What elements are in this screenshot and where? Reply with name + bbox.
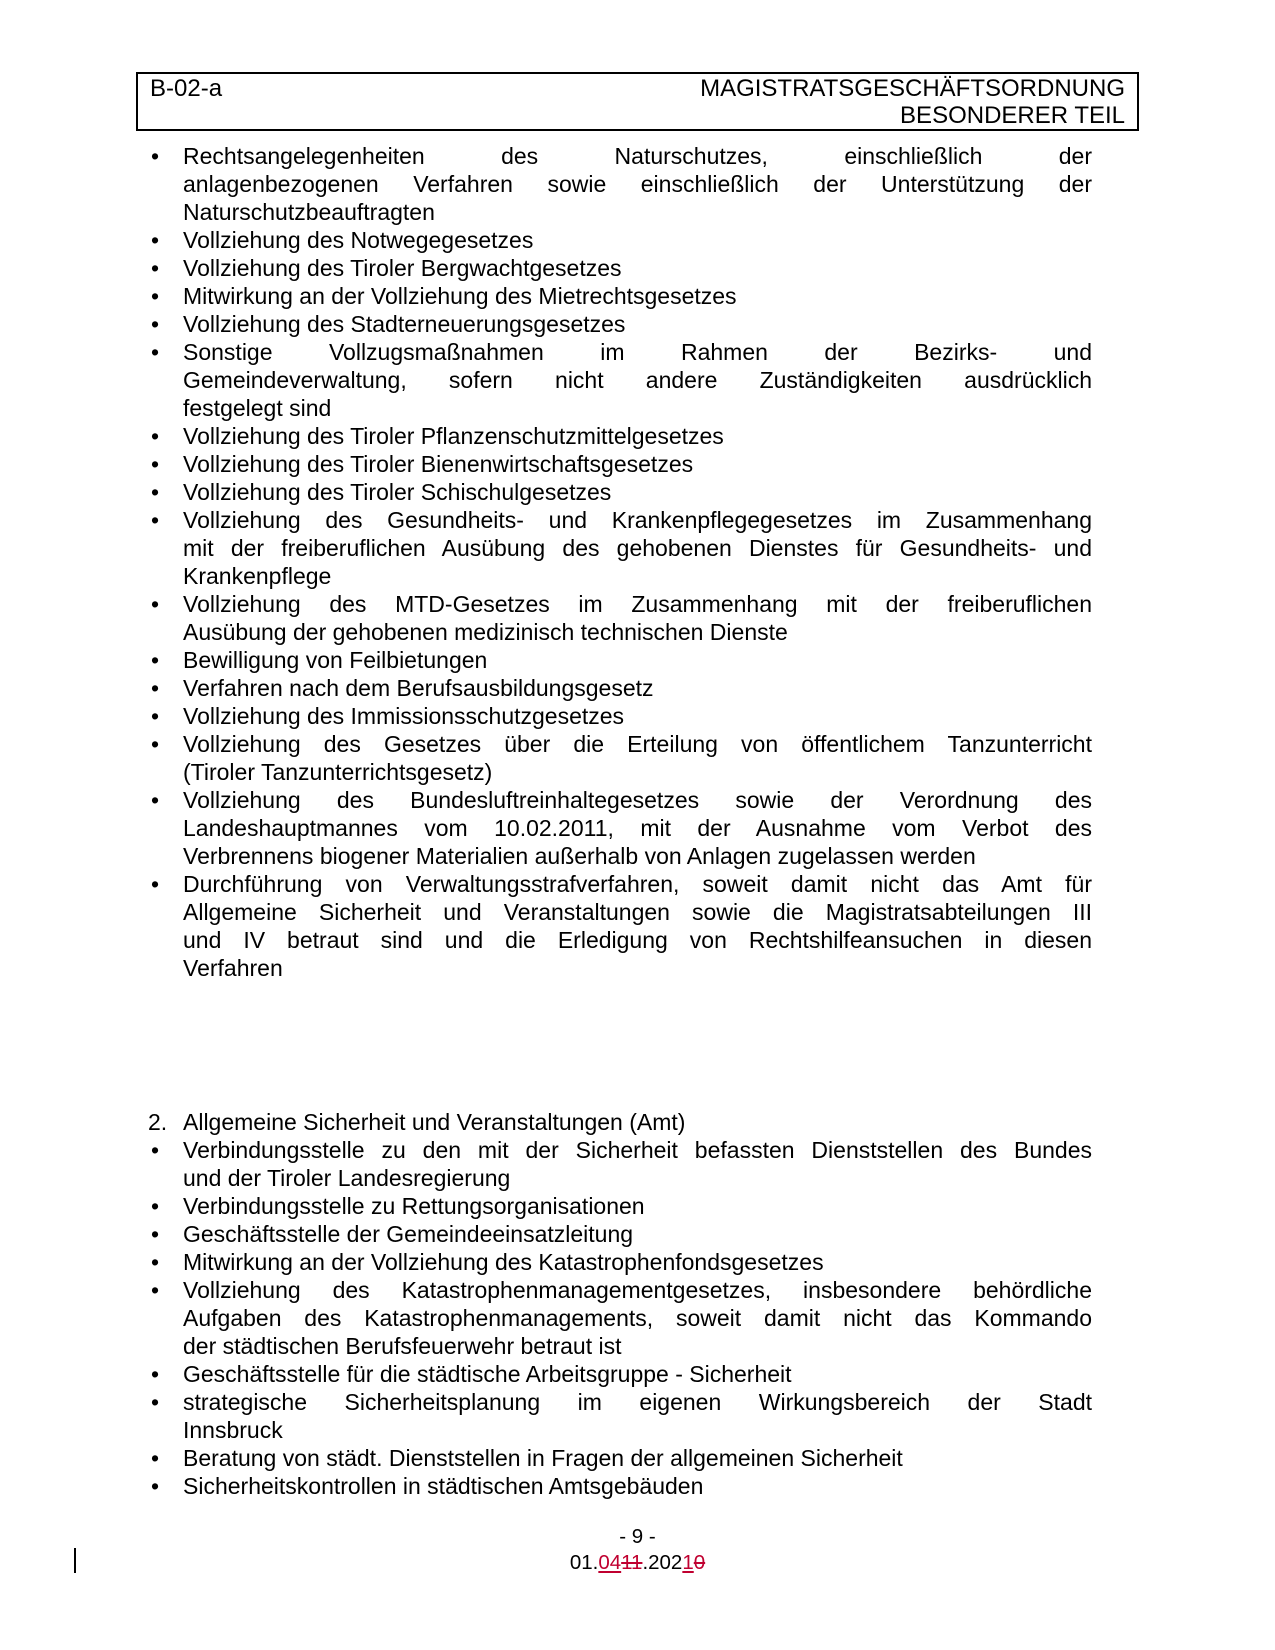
- list-item-line: Vollziehung des Bundesluftreinhaltegesetzes sowie der Verordnung des: [183, 787, 1092, 813]
- list-item-line: Geschäftsstelle für die städtische Arbeitsgruppe - Sicherheit: [183, 1361, 792, 1387]
- list-item-line: der städtischen Berufsfeuerwehr betraut ist: [183, 1333, 622, 1359]
- list-item-line: Mitwirkung an der Vollziehung des Mietrechtsgesetzes: [183, 283, 737, 309]
- list-item-line: Aufgaben des Katastrophenmanagements, soweit damit nicht das Kommando: [183, 1305, 1092, 1331]
- list-item-line: Vollziehung des Gesundheits- und Krankenpflegegesetzes im Zusammenhang: [183, 507, 1092, 533]
- list-item: [148, 422, 1092, 450]
- list-item: [148, 1444, 1092, 1472]
- list-item: [148, 1248, 1092, 1276]
- list-item-line: Allgemeine Sicherheit und Veranstaltungen sowie die Magistratsabteilungen III: [183, 899, 1092, 925]
- list-item: [148, 226, 1092, 254]
- list-item-line: anlagenbezogenen Verfahren sowie einschließlich der Unterstützung der: [183, 171, 1092, 197]
- bullet-list-2: [148, 1136, 1092, 1500]
- list-item-line: Vollziehung des Gesetzes über die Erteilung von öffentlichem Tanzunterricht: [183, 731, 1092, 757]
- bullet-icon: •: [151, 255, 160, 281]
- list-item: [148, 450, 1092, 478]
- list-item-line: Vollziehung des MTD-Gesetzes im Zusammenhang mit der freiberuflichen: [183, 591, 1092, 617]
- list-item-line: Rechtsangelegenheiten des Naturschutzes, einschließlich der: [183, 143, 1092, 169]
- list-item-line: Mitwirkung an der Vollziehung des Katastrophenfondsgesetzes: [183, 1249, 824, 1275]
- list-item-line: Vollziehung des Tiroler Bergwachtgesetzes: [183, 255, 622, 281]
- list-item: [148, 646, 1092, 674]
- section-heading: [148, 1108, 1092, 1136]
- list-item-line: Verfahren nach dem Berufsausbildungsgesetz: [183, 675, 654, 701]
- list-item-line: Krankenpflege: [183, 563, 332, 589]
- list-item-line: Vollziehung des Stadterneuerungsgesetzes: [183, 311, 626, 337]
- bullet-icon: •: [151, 143, 160, 169]
- revision-date-normal-segment: 01.: [569, 1551, 599, 1574]
- document-content: [148, 142, 1092, 1500]
- list-item-line: festgelegt sind: [183, 395, 332, 421]
- list-item-line: Vollziehung des Notwegegesetzes: [183, 227, 534, 253]
- header-box: [136, 72, 1139, 131]
- bullet-icon: •: [151, 339, 160, 365]
- list-item-line: Ausübung der gehobenen medizinisch technischen Dienste: [183, 619, 788, 645]
- list-item-line: Verbrennens biogener Materialien außerhalb von Anlagen zugelassen werden: [183, 843, 976, 869]
- bullet-icon: •: [151, 1249, 160, 1275]
- list-item-line: Vollziehung des Tiroler Schischulgesetzes: [183, 479, 612, 505]
- bullet-list-1: [148, 142, 1092, 982]
- list-item-line: mit der freiberuflichen Ausübung des gehobenen Dienstes für Gesundheits- und: [183, 535, 1092, 561]
- revision-date-inserted-segment: 1: [682, 1551, 694, 1574]
- list-item-line: Durchführung von Verwaltungsstrafverfahren, soweit damit nicht das Amt für: [183, 871, 1092, 897]
- list-item: [148, 1276, 1092, 1360]
- list-item: [148, 338, 1092, 422]
- bullet-icon: •: [151, 479, 160, 505]
- bullet-icon: •: [151, 1361, 160, 1387]
- bullet-icon: •: [151, 1445, 160, 1471]
- list-item-line: Vollziehung des Immissionsschutzgesetzes: [183, 703, 625, 729]
- list-item-line: Innsbruck: [183, 1417, 283, 1443]
- list-item-line: und IV betraut sind und die Erledigung von Rechtshilfeansuchen in diesen: [183, 927, 1092, 953]
- list-item-line: und der Tiroler Landesregierung: [183, 1165, 511, 1191]
- bullet-icon: •: [151, 647, 160, 673]
- list-item: [148, 282, 1092, 310]
- list-item-line: Verbindungsstelle zu den mit der Sicherheit befassten Dienststellen des Bundes: [183, 1137, 1092, 1163]
- bullet-icon: •: [151, 1193, 160, 1219]
- list-item-line: strategische Sicherheitsplanung im eigenen Wirkungsbereich der Stadt: [183, 1389, 1092, 1415]
- list-item: [148, 254, 1092, 282]
- list-item: [148, 506, 1092, 590]
- list-item: [148, 142, 1092, 226]
- list-item: [148, 1388, 1092, 1444]
- list-item: [148, 1192, 1092, 1220]
- bullet-icon: •: [151, 507, 160, 533]
- list-item: [148, 1220, 1092, 1248]
- list-item-line: Landeshauptmannes vom 10.02.2011, mit der Ausnahme vom Verbot des: [183, 815, 1092, 841]
- bullet-icon: •: [151, 1221, 160, 1247]
- list-item-line: Vollziehung des Tiroler Bienenwirtschaftsgesetzes: [183, 451, 694, 477]
- list-item: [148, 1360, 1092, 1388]
- list-item-line: Vollziehung des Katastrophenmanagementgesetzes, insbesondere behördliche: [183, 1277, 1092, 1303]
- document-code: B-02-a: [150, 75, 223, 102]
- list-item-line: Sonstige Vollzugsmaßnahmen im Rahmen der Bezirks- und: [183, 339, 1092, 365]
- bullet-icon: •: [151, 591, 160, 617]
- document-title-line1: MAGISTRATSGESCHÄFTSORDNUNG: [700, 75, 1125, 102]
- list-item-line: Verfahren: [183, 955, 283, 981]
- list-item-line: Sicherheitskontrollen in städtischen Amtsgebäuden: [183, 1473, 704, 1499]
- bullet-icon: •: [151, 675, 160, 701]
- change-bar: [74, 1548, 76, 1573]
- list-item: [148, 786, 1092, 870]
- list-item: [148, 310, 1092, 338]
- bullet-icon: •: [151, 703, 160, 729]
- bullet-icon: •: [151, 731, 160, 757]
- section-title: Allgemeine Sicherheit und Veranstaltungen (Amt): [183, 1109, 686, 1135]
- bullet-icon: •: [151, 311, 160, 337]
- revision-date-deleted-segment: 11: [621, 1551, 643, 1574]
- bullet-icon: •: [151, 1389, 160, 1415]
- page-number: - 9 -: [619, 1525, 656, 1548]
- list-item: [148, 590, 1092, 646]
- revision-date: [183, 1550, 1092, 1576]
- revision-date-deleted-segment: 0: [693, 1551, 706, 1574]
- list-item-line: (Tiroler Tanzunterrichtsgesetz): [183, 759, 493, 785]
- list-item: [148, 478, 1092, 506]
- list-item-line: Bewilligung von Feilbietungen: [183, 647, 488, 673]
- bullet-icon: •: [151, 1137, 160, 1163]
- page-footer: [183, 1524, 1092, 1576]
- list-item-line: Gemeindeverwaltung, sofern nicht andere Zuständigkeiten ausdrücklich: [183, 367, 1092, 393]
- bullet-icon: •: [151, 227, 160, 253]
- revision-date-normal-segment: .202: [642, 1551, 683, 1574]
- list-item: [148, 870, 1092, 982]
- bullet-icon: •: [151, 787, 160, 813]
- list-item-line: Geschäftsstelle der Gemeindeeinsatzleitung: [183, 1221, 634, 1247]
- list-item: [148, 730, 1092, 786]
- list-item-line: Verbindungsstelle zu Rettungsorganisationen: [183, 1193, 645, 1219]
- list-item: [148, 702, 1092, 730]
- list-item: [148, 1136, 1092, 1192]
- section-number: 2.: [148, 1109, 168, 1135]
- bullet-icon: •: [151, 1277, 160, 1303]
- bullet-icon: •: [151, 451, 160, 477]
- bullet-icon: •: [151, 871, 160, 897]
- bullet-icon: •: [151, 283, 160, 309]
- document-title: [700, 75, 1125, 129]
- list-item: [148, 674, 1092, 702]
- list-item-line: Vollziehung des Tiroler Pflanzenschutzmittelgesetzes: [183, 423, 724, 449]
- bullet-icon: •: [151, 423, 160, 449]
- bullet-icon: •: [151, 1473, 160, 1499]
- revision-date-inserted-segment: 04: [598, 1551, 622, 1574]
- list-item: [148, 1472, 1092, 1500]
- list-item-line: Beratung von städt. Dienststellen in Fragen der allgemeinen Sicherheit: [183, 1445, 903, 1471]
- list-item-line: Naturschutzbeauftragten: [183, 199, 435, 225]
- document-title-line2: BESONDERER TEIL: [900, 102, 1125, 129]
